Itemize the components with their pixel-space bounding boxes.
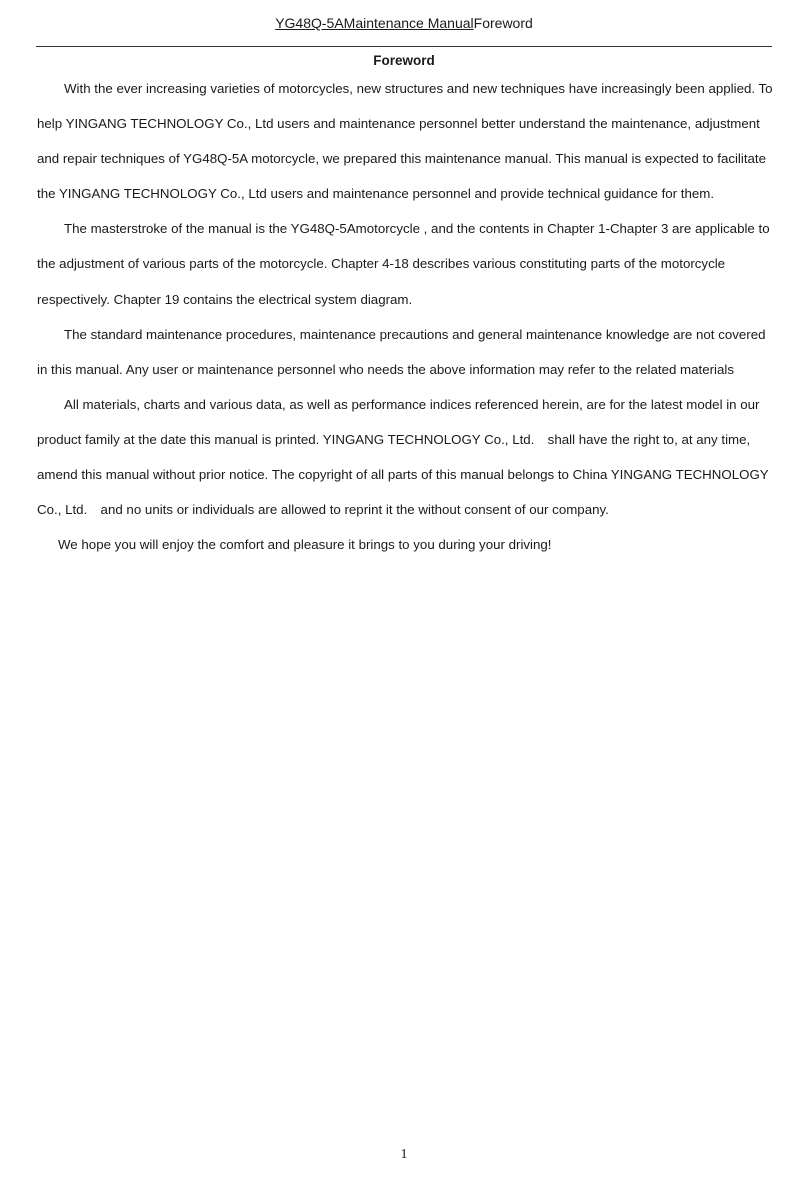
paragraph-intro: With the ever increasing varieties of motorcycles, new structures and new techniques have increasingly been applied. To help YINGANG TECHNOLOGY Co., Ltd users and maintenance personnel better understand the maintenance, adjustment and repair techniques of YG48Q-5A motorcycle, we prepared this maintenance manual. This manual is expected to facilitate the YINGANG TECHNOLOGY Co., Ltd users and maintenance personnel and provide technical guidance for them.	[37, 81, 773, 202]
header-manual-title: Maintenance Manual	[343, 15, 474, 31]
page-number: 1	[400, 1147, 408, 1162]
paragraph-exclusions: The standard maintenance procedures, maintenance precautions and general maintenance knowledge are not covered in this manual. Any user or maintenance personnel who needs the above information may refer to the related materials	[37, 326, 766, 377]
running-header	[0, 14, 808, 32]
header-section: Foreword	[473, 15, 533, 31]
header-divider	[36, 46, 772, 47]
paragraph-scope: The masterstroke of the manual is the YG48Q-5Amotorcycle , and the contents in Chapter 1-Chapter 3 are applicable to the adjustment of various parts of the motorcycle. Chapter 4-18 describes various constituting parts of the motorcycle respectively. Chapter 19 contains the electrical system diagram.	[37, 221, 770, 307]
paragraph-copyright: All materials, charts and various data, as well as performance indices referenced herein, are for the latest model in our product family at the date this manual is printed. YINGANG TECHNOLOGY Co., Ltd. shall have the right to, at any time, amend this manual without prior notice. The copyright of all parts of this manual belongs to China YINGANG TECHNOLOGY Co., Ltd. and no units or individuals are allowed to reprint it the without consent of our company.	[37, 396, 769, 518]
foreword-body	[37, 71, 775, 562]
paragraph-closing: We hope you will enjoy the comfort and pleasure it brings to you during your driving!	[58, 537, 552, 553]
page-title: Foreword	[373, 53, 435, 68]
header-model: YG48Q-5A	[275, 15, 344, 31]
